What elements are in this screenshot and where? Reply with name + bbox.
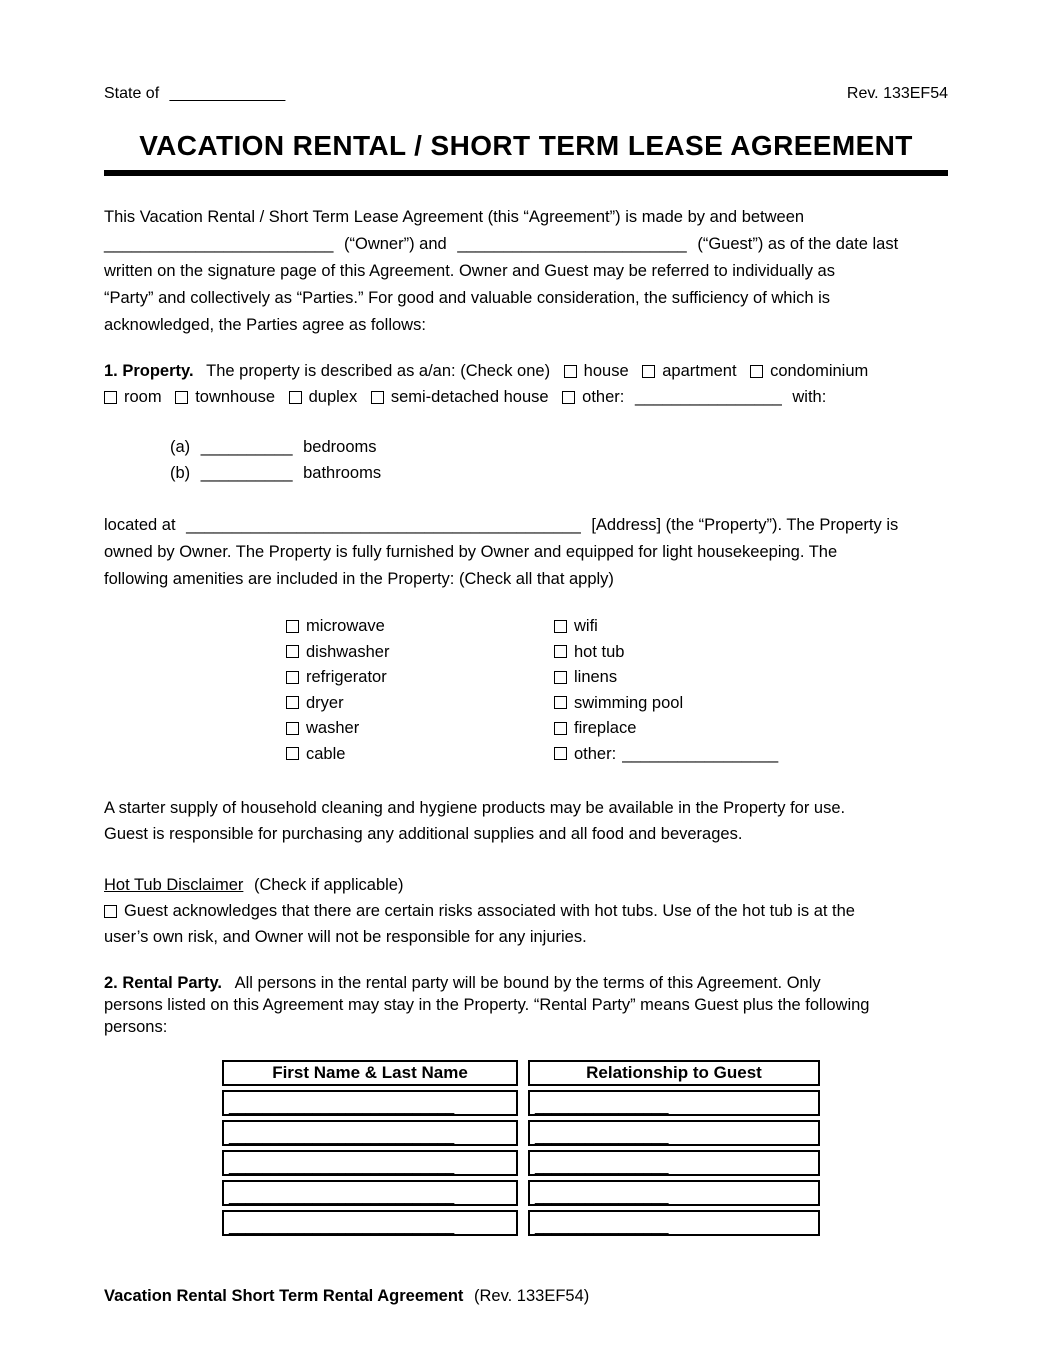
rental-name-blank[interactable]: ___________________________ [229,1158,455,1175]
amenities-row [286,716,948,742]
table-column-names [222,1060,518,1236]
bedrooms-label: bedrooms [303,438,377,456]
label-linens: linens [574,668,618,686]
checkbox-dishwasher[interactable] [286,645,299,658]
checkbox-dryer[interactable] [286,696,299,709]
intro-paragraph [104,204,948,339]
label-semi-detached-house: semi-detached house [390,388,549,406]
rental-party-table [222,1060,948,1236]
located-line-1 [104,512,948,539]
label-cable: cable [306,744,346,763]
hot-tub-line-1 [104,898,948,924]
rental-party-line-3: persons: [104,1018,168,1036]
table-row [222,1120,518,1146]
owner-tag: (“Owner”) and [344,235,447,253]
intro-line-1: This Vacation Rental / Short Term Lease Agreement (this “Agreement”) is made by and between [104,208,805,226]
address-blank[interactable]: ___________________________________________ [186,516,581,534]
footer-title: Vacation Rental Short Term Rental Agreement [104,1287,464,1305]
state-of-label: State of [104,85,160,102]
located-line-2: owned by Owner. The Property is fully furnished by Owner and equipped for light housekeeping. The [104,543,838,561]
state-of-line [104,84,285,104]
amenities-row [286,665,948,691]
checkbox-duplex[interactable] [289,391,302,404]
property-other-blank[interactable]: ________________ [634,388,782,406]
table-row [528,1120,820,1146]
bedrooms-line [170,434,948,460]
hot-tub-heading-line [104,872,948,898]
section-rental-party [104,972,948,1038]
intro-line-3: written on the signature page of this Agreement. Owner and Guest may be referred to individually as [104,262,835,280]
hot-tub-line-2: user’s own risk, and Owner will not be responsible for any injuries. [104,928,587,946]
table-row [222,1090,518,1116]
checkbox-hot-tub[interactable] [554,645,567,658]
table-row [528,1180,820,1206]
bedrooms-index: (a) [170,438,191,456]
label-dryer: dryer [306,693,344,712]
intro-line-5: acknowledged, the Parties agree as follows: [104,316,426,334]
table-row [528,1090,820,1116]
label-hot-tub: hot tub [574,642,625,661]
bathrooms-line [170,460,948,486]
property-heading: 1. Property. [104,362,194,380]
table-row [528,1210,820,1236]
amenities-row [286,742,948,768]
owner-name-blank[interactable]: _________________________ [104,235,334,253]
amenity-other-blank[interactable]: _________________ [622,744,779,763]
table-header-name: First Name & Last Name [222,1060,518,1086]
footer-revision: (Rev. 133EF54) [474,1287,590,1305]
guest-name-blank[interactable]: _________________________ [457,235,687,253]
supplies-line-2: Guest is responsible for purchasing any additional supplies and all food and beverages. [104,825,743,843]
checkbox-condominium[interactable] [750,365,763,378]
property-other-label: other: [582,388,625,406]
rental-relationship-blank[interactable]: ________________ [535,1158,669,1175]
rental-relationship-blank[interactable]: ________________ [535,1188,669,1205]
checkbox-linens[interactable] [554,671,567,684]
checkbox-washer[interactable] [286,722,299,735]
checkbox-swimming-pool[interactable] [554,696,567,709]
checkbox-semi-detached-house[interactable] [371,391,384,404]
rental-name-blank[interactable]: ___________________________ [229,1218,455,1235]
rooms-block [170,434,948,486]
table-row [528,1150,820,1176]
label-swimming-pool: swimming pool [574,693,684,712]
page-header [104,84,948,104]
bathrooms-count-blank[interactable]: __________ [200,464,293,482]
located-label: located at [104,516,176,534]
hot-tub-text-1: Guest acknowledges that there are certain risks associated with hot tubs. Use of the hot tub is at the [124,902,855,920]
checkbox-refrigerator[interactable] [286,671,299,684]
intro-line-2 [104,231,948,258]
amenities-row [286,640,948,666]
hot-tub-disclaimer [104,872,948,951]
label-wifi: wifi [574,617,598,635]
bedrooms-count-blank[interactable]: __________ [200,438,293,456]
rental-party-line-2: persons listed on this Agreement may stay in the Property. “Rental Party” means Guest plus the following [104,996,870,1014]
amenities-row [286,691,948,717]
label-dishwasher: dishwasher [306,642,390,661]
checkbox-amenity-other[interactable] [554,747,567,760]
checkbox-property-other[interactable] [562,391,575,404]
hot-tub-heading: Hot Tub Disclaimer [104,876,244,894]
page-footer [104,1285,948,1307]
property-with-label: with: [792,388,827,406]
table-row [222,1210,518,1236]
label-townhouse: townhouse [195,388,275,406]
table-row [222,1180,518,1206]
section-property [104,358,948,410]
label-duplex: duplex [308,388,358,406]
label-condominium: condominium [770,362,869,380]
checkbox-apartment[interactable] [642,365,655,378]
label-refrigerator: refrigerator [306,668,387,686]
rental-name-blank[interactable]: ___________________________ [229,1098,455,1115]
amenities-row [286,614,948,640]
label-microwave: microwave [306,617,385,635]
located-tail: [Address] (the “Property”). The Property is [591,516,899,534]
rental-party-lead: All persons in the rental party will be bound by the terms of this Agreement. Only [234,974,821,992]
hot-tub-heading-suffix: (Check if applicable) [253,876,404,894]
table-column-relationships [528,1060,820,1236]
located-paragraph [104,512,948,593]
state-blank[interactable]: _____________ [169,85,286,102]
rental-name-blank[interactable]: ___________________________ [229,1128,455,1145]
supplies-paragraph [104,795,948,847]
rental-party-line-1 [104,972,948,994]
checkbox-microwave[interactable] [286,620,299,633]
checkbox-fireplace[interactable] [554,722,567,735]
rental-relationship-blank[interactable]: ________________ [535,1128,669,1145]
table-row [222,1150,518,1176]
checkbox-house[interactable] [564,365,577,378]
property-line-2 [104,384,948,410]
property-lead: The property is described as a/an: (Check one) [206,362,551,380]
label-apartment: apartment [662,362,737,380]
checkbox-wifi[interactable] [554,620,567,633]
revision-label: Rev. 133EF54 [846,85,948,102]
rental-name-blank[interactable]: ___________________________ [229,1188,455,1205]
document-title: VACATION RENTAL / SHORT TERM LEASE AGREEMENT [104,130,948,176]
label-room: room [124,388,162,406]
amenities-checklist [286,614,948,767]
supplies-line-1: A starter supply of household cleaning and hygiene products may be available in the Property for use. [104,799,846,817]
intro-line-4: “Party” and collectively as “Parties.” For good and valuable consideration, the sufficiency of which is [104,289,831,307]
checkbox-townhouse[interactable] [175,391,188,404]
rental-relationship-blank[interactable]: ________________ [535,1218,669,1235]
rental-relationship-blank[interactable]: ________________ [535,1098,669,1115]
label-house: house [583,362,629,380]
located-line-3: following amenities are included in the Property: (Check all that apply) [104,570,614,588]
label-washer: washer [306,719,360,737]
checkbox-cable[interactable] [286,747,299,760]
bathrooms-label: bathrooms [303,464,382,482]
rental-party-heading: 2. Rental Party. [104,974,222,992]
guest-tag: (“Guest”) as of the date last [697,235,899,253]
checkbox-hot-tub-disclaimer[interactable] [104,905,117,918]
table-header-relationship: Relationship to Guest [528,1060,820,1086]
label-fireplace: fireplace [574,719,637,737]
property-line-1 [104,358,948,384]
amenity-other-label: other: [574,744,617,763]
bathrooms-index: (b) [170,464,191,482]
checkbox-room[interactable] [104,391,117,404]
